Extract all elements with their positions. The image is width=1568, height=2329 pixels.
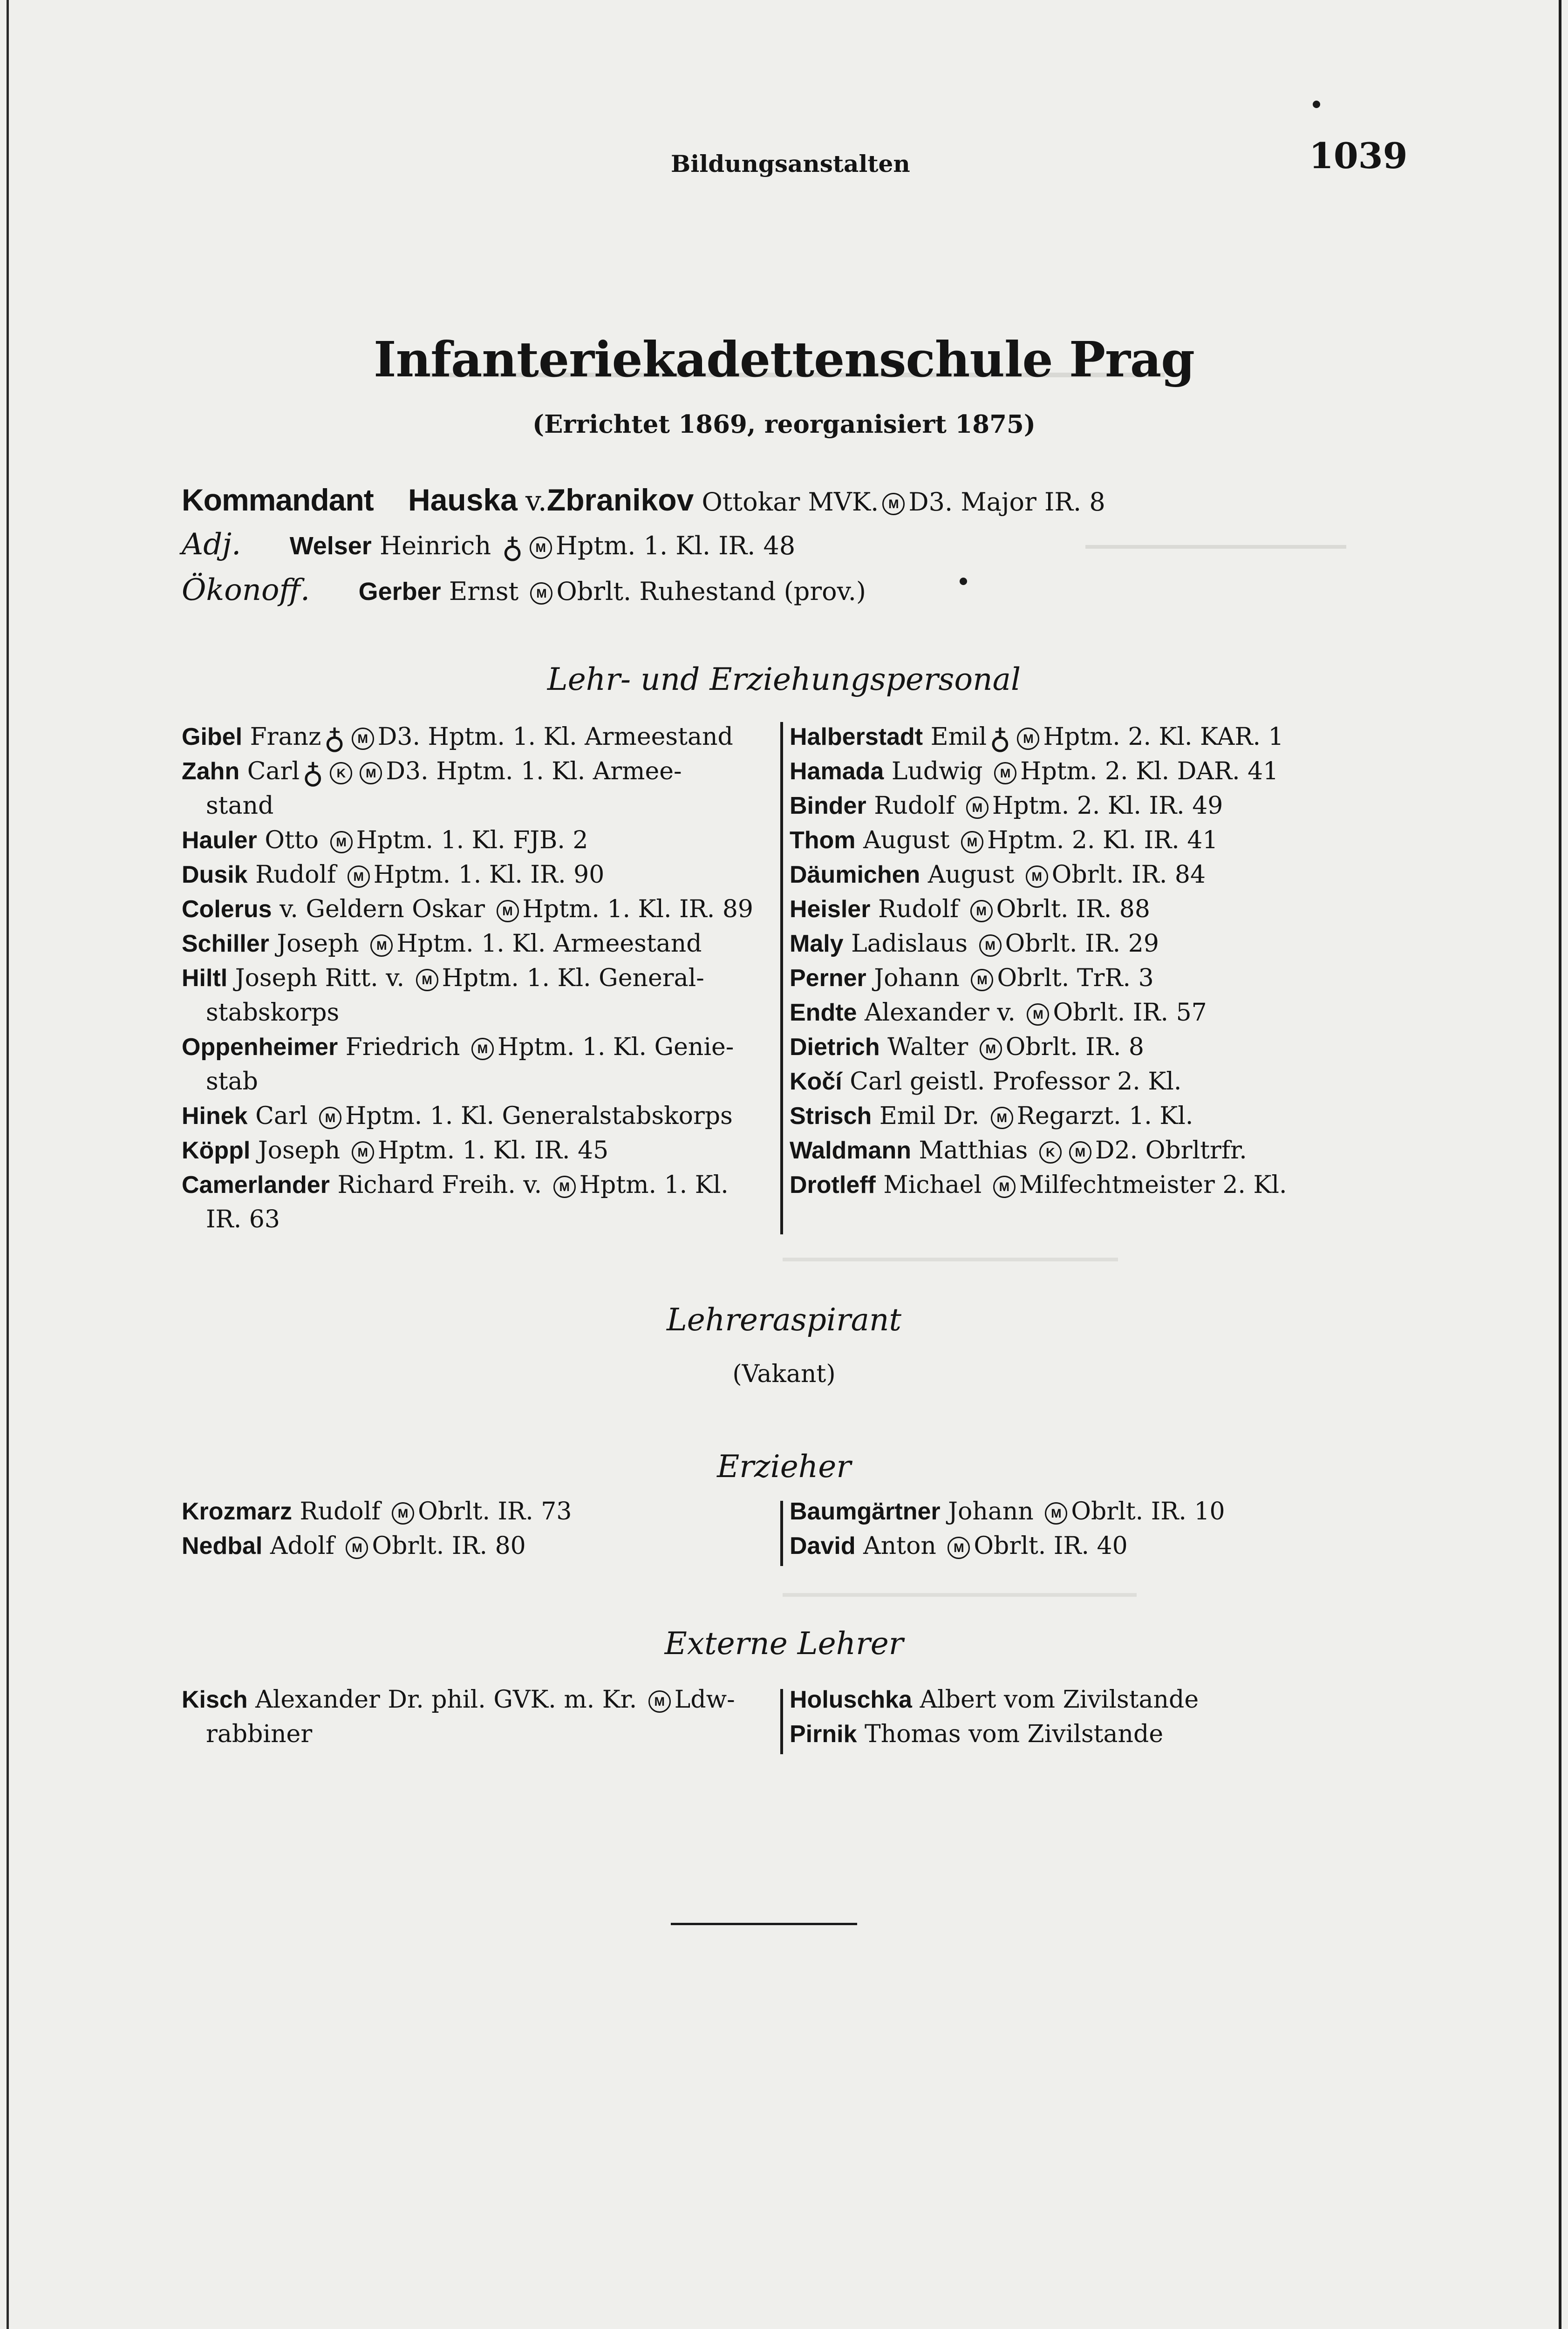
person-rank: Hptm. 1. Kl. IR. 90	[373, 861, 605, 889]
person-surname: Thom	[790, 827, 856, 854]
person-rank: Hptm. 2. Kl. IR. 41	[987, 826, 1218, 854]
bleed-through	[783, 1258, 1118, 1275]
external-right-column	[790, 1682, 1381, 1751]
heading-educators: Erzieher	[717, 1449, 851, 1485]
staff-entry	[790, 1494, 1381, 1529]
person-details: v. Geldern Oskar	[280, 895, 485, 923]
entry-continuation: IR. 63	[206, 1205, 280, 1233]
person-surname: Heisler	[790, 896, 871, 923]
page-number: 1039	[1309, 135, 1408, 177]
external-left-column	[182, 1682, 773, 1751]
staff-entry	[182, 1133, 773, 1168]
person-rank: Hptm. 1. Kl. IR. 45	[377, 1137, 609, 1164]
staff-entry	[182, 1494, 773, 1529]
medal-m-icon: M	[1017, 728, 1039, 750]
staff-left-column	[182, 720, 773, 1237]
adjutant-line	[182, 527, 796, 565]
staff-entry	[182, 1529, 773, 1563]
person-surname: Nedbal	[182, 1532, 263, 1559]
end-rule	[671, 1923, 857, 1925]
person-details: Michael	[883, 1171, 982, 1199]
person-details: Emil Dr.	[879, 1102, 980, 1130]
staff-entry	[790, 823, 1381, 858]
person-details: Johann	[948, 1498, 1034, 1525]
person-details: Alexander v.	[864, 999, 1016, 1027]
person-surname: Binder	[790, 792, 866, 819]
person-details: Ludwig	[891, 757, 983, 785]
person-surname: Camerlander	[182, 1171, 330, 1199]
medal-m-icon: M	[416, 969, 438, 991]
staff-entry	[790, 1099, 1381, 1133]
aspirant-value: (Vakant)	[732, 1360, 836, 1388]
person-surname: Kočí	[790, 1068, 842, 1095]
heading-external: Externe Lehrer	[664, 1626, 904, 1662]
medal-m-icon: M	[1069, 1141, 1091, 1164]
medal-m-icon: M	[980, 1038, 1002, 1060]
staff-entry	[790, 892, 1381, 926]
person-details: Joseph	[258, 1137, 341, 1164]
order-sign-icon: ♁	[989, 721, 1011, 756]
medal-m-icon: M	[330, 831, 353, 853]
person-surname: Holuschka	[790, 1686, 912, 1713]
medal-k-icon: K	[1039, 1141, 1062, 1164]
person-rank: Hptm. 1. Kl. Armeestand	[396, 930, 702, 958]
medal-m-icon: M	[346, 1537, 368, 1559]
person-details: Anton	[863, 1532, 936, 1560]
staff-entry	[182, 823, 773, 858]
oekonom-name: Gerber	[358, 578, 441, 606]
person-details: Alexander Dr. phil. GVK. m. Kr.	[255, 1686, 637, 1714]
person-surname: Maly	[790, 930, 844, 957]
person-surname: Pirnik	[790, 1721, 857, 1748]
person-surname: Endte	[790, 999, 857, 1026]
column-divider	[780, 1689, 783, 1754]
staff-entry	[182, 1099, 773, 1133]
person-details: Rudolf	[874, 792, 955, 820]
person-surname: David	[790, 1532, 856, 1559]
kommandant-first: Ottokar	[702, 487, 800, 517]
person-surname: Krozmarz	[182, 1498, 292, 1525]
medal-k-icon: K	[330, 762, 352, 784]
person-surname: Hiltl	[182, 965, 228, 992]
medal-m-icon: M	[1045, 1502, 1067, 1525]
person-surname: Perner	[790, 965, 866, 992]
person-rank: Hptm. 2. Kl. KAR. 1	[1043, 723, 1284, 751]
staff-entry	[790, 926, 1381, 961]
person-surname: Halberstadt	[790, 723, 923, 750]
person-surname: Hauler	[182, 827, 257, 854]
heading-aspirant: Lehreraspirant	[666, 1302, 902, 1338]
kommandant-pre: MVK.	[808, 487, 879, 517]
person-details: August	[863, 826, 950, 854]
person-rank: Obrlt. IR. 8	[1005, 1033, 1144, 1061]
medal-m-icon: M	[530, 537, 552, 559]
staff-entry	[790, 1682, 1381, 1717]
kommandant-post: D3. Major IR. 8	[908, 487, 1105, 517]
page-title: Infanteriekadettenschule Prag	[374, 331, 1194, 388]
adjutant-name: Welser	[289, 532, 372, 560]
person-details: Johann	[874, 964, 960, 992]
person-details: Franz	[250, 723, 321, 751]
person-rank: Hptm. 2. Kl. DAR. 41	[1020, 757, 1279, 785]
person-rank: Ldw-	[674, 1686, 735, 1714]
medal-m-icon: M	[497, 900, 519, 922]
medal-m-icon: M	[352, 728, 374, 750]
educators-right-column	[790, 1494, 1381, 1563]
order-sign-icon: ♁	[324, 721, 345, 756]
person-rank: Obrlt. IR. 40	[974, 1532, 1128, 1560]
page-subtitle: (Errichtet 1869, reorganisiert 1875)	[532, 410, 1036, 439]
speck	[1313, 101, 1320, 108]
person-rank: Obrlt. IR. 10	[1071, 1498, 1225, 1525]
column-divider	[780, 1501, 783, 1566]
person-details: Albert vom Zivilstande	[920, 1686, 1199, 1714]
medal-m-icon: M	[648, 1690, 671, 1713]
oekonom-first: Ernst	[449, 577, 519, 606]
column-divider	[780, 722, 783, 1234]
person-rank: Hptm. 1. Kl. Generalstabskorps	[345, 1102, 733, 1130]
person-details: Joseph Ritt. v.	[235, 964, 405, 992]
person-details: Carl geistl. Professor 2. Kl.	[850, 1068, 1182, 1096]
person-details: Carl	[247, 757, 300, 785]
kommandant-particle: v.	[525, 485, 547, 518]
person-rank: Regarzt. 1. Kl.	[1016, 1102, 1193, 1130]
person-details: Otto	[265, 826, 319, 854]
person-rank: Hptm. 1. Kl. Genie-	[497, 1033, 734, 1061]
bleed-through	[1085, 545, 1346, 563]
staff-entry	[790, 720, 1381, 754]
staff-entry	[182, 892, 773, 926]
bleed-through	[783, 1593, 1137, 1611]
medal-m-icon: M	[348, 865, 370, 888]
person-details: Emil	[930, 723, 987, 751]
medal-m-icon: M	[471, 1038, 494, 1060]
medal-m-icon: M	[319, 1107, 341, 1129]
staff-right-column	[790, 720, 1381, 1202]
person-rank: Obrlt. IR. 57	[1053, 999, 1207, 1027]
staff-entry	[790, 1168, 1381, 1202]
staff-entry	[790, 789, 1381, 823]
kommandant-name: Hauska	[408, 483, 518, 517]
person-details: Thomas vom Zivilstande	[865, 1720, 1164, 1748]
role-kommandant: Kommandant	[182, 483, 374, 517]
medal-m-icon: M	[360, 762, 382, 784]
staff-entry	[790, 995, 1381, 1030]
person-surname: Dietrich	[790, 1034, 880, 1061]
person-details: Joseph	[277, 930, 359, 958]
medal-m-icon: M	[882, 493, 905, 515]
person-surname: Drotleff	[790, 1171, 876, 1199]
person-surname: Strisch	[790, 1103, 872, 1130]
entry-continuation: rabbiner	[206, 1720, 313, 1748]
medal-m-icon: M	[970, 900, 993, 922]
entry-continuation: stand	[206, 792, 274, 820]
staff-entry	[790, 961, 1381, 995]
person-details: Matthias	[919, 1137, 1028, 1164]
staff-entry	[182, 1030, 773, 1064]
person-rank: Obrlt. IR. 80	[372, 1532, 526, 1560]
kommandant-line	[182, 482, 1105, 518]
staff-entry	[182, 754, 773, 789]
medal-m-icon: M	[966, 797, 989, 819]
person-rank: D2. Obrltrfr.	[1095, 1137, 1247, 1164]
staff-entry	[182, 926, 773, 961]
person-details: August	[927, 861, 1015, 889]
person-rank: Obrlt. IR. 84	[1051, 861, 1206, 889]
person-rank: Obrlt. IR. 29	[1005, 930, 1159, 958]
entry-continuation: stab	[206, 1068, 258, 1096]
person-details: Richard Freih. v.	[337, 1171, 542, 1199]
role-adjutant: Adj.	[182, 527, 241, 562]
person-details: Carl	[255, 1102, 308, 1130]
person-rank: D3. Hptm. 1. Kl. Armee-	[386, 757, 682, 785]
heading-staff: Lehr- und Erziehungspersonal	[547, 661, 1021, 697]
person-rank: Milfechtmeister 2. Kl.	[1019, 1171, 1287, 1199]
person-surname: Oppenheimer	[182, 1034, 338, 1061]
staff-entry	[182, 961, 773, 995]
person-surname: Gibel	[182, 723, 243, 750]
person-details: Rudolf	[300, 1498, 381, 1525]
staff-entry	[182, 720, 773, 754]
person-surname: Dusik	[182, 861, 248, 888]
staff-entry	[182, 858, 773, 892]
medal-m-icon: M	[352, 1141, 374, 1164]
staff-entry	[182, 1168, 773, 1202]
person-surname: Zahn	[182, 758, 240, 785]
adjutant-first: Heinrich	[380, 531, 491, 560]
person-details: Rudolf	[878, 895, 959, 923]
oekonom-line	[182, 573, 866, 607]
order-sign-icon: ♁	[302, 756, 324, 790]
person-rank: Hptm. 2. Kl. IR. 49	[992, 792, 1223, 820]
order-sign-icon: ♁	[502, 531, 523, 565]
person-surname: Kisch	[182, 1686, 248, 1713]
person-rank: Obrlt. TrR. 3	[997, 964, 1154, 992]
medal-m-icon: M	[370, 934, 393, 957]
person-details: Adolf	[270, 1532, 334, 1560]
adjutant-post: Hptm. 1. Kl. IR. 48	[555, 531, 796, 560]
educators-left-column	[182, 1494, 773, 1563]
medal-m-icon: M	[553, 1176, 576, 1198]
person-surname: Däumichen	[790, 861, 920, 888]
staff-entry	[790, 754, 1381, 789]
person-rank: Hptm. 1. Kl.	[579, 1171, 729, 1199]
person-surname: Hinek	[182, 1103, 248, 1130]
kommandant-name2: Zbranikov	[546, 483, 694, 517]
staff-entry	[790, 1717, 1381, 1751]
oekonom-post: Obrlt. Ruhestand (prov.)	[556, 577, 866, 606]
medal-m-icon: M	[530, 582, 552, 605]
medal-m-icon: M	[961, 831, 983, 853]
person-surname: Köppl	[182, 1137, 251, 1164]
medal-m-icon: M	[1027, 1003, 1049, 1026]
role-oekonom: Ökonoff.	[182, 573, 310, 607]
medal-m-icon: M	[971, 969, 993, 991]
person-details: Ladislaus	[851, 930, 968, 958]
person-rank: Hptm. 1. Kl. FJB. 2	[356, 826, 588, 854]
medal-m-icon: M	[993, 1176, 1016, 1198]
person-surname: Hamada	[790, 758, 884, 785]
medal-m-icon: M	[991, 1107, 1013, 1129]
staff-entry	[790, 1529, 1381, 1563]
person-details: Walter	[887, 1033, 968, 1061]
person-details: Rudolf	[255, 861, 336, 889]
staff-entry	[790, 1064, 1381, 1099]
person-rank: Hptm. 1. Kl. General-	[442, 964, 704, 992]
person-surname: Schiller	[182, 930, 269, 957]
staff-entry	[790, 1030, 1381, 1064]
running-title: Bildungsanstalten	[671, 150, 910, 177]
medal-m-icon: M	[979, 934, 1002, 957]
person-rank: D3. Hptm. 1. Kl. Armeestand	[377, 723, 733, 751]
medal-m-icon: M	[948, 1537, 970, 1559]
entry-continuation: stabskorps	[206, 999, 340, 1027]
staff-entry	[790, 1133, 1381, 1168]
medal-m-icon: M	[1026, 865, 1048, 888]
person-surname: Waldmann	[790, 1137, 911, 1164]
person-rank: Obrlt. IR. 88	[996, 895, 1150, 923]
person-rank: Obrlt. IR. 73	[418, 1498, 572, 1525]
staff-entry	[182, 1682, 773, 1717]
person-details: Friedrich	[345, 1033, 460, 1061]
medal-m-icon: M	[994, 762, 1016, 784]
person-surname: Colerus	[182, 896, 272, 923]
medal-m-icon: M	[392, 1502, 414, 1525]
speck	[960, 578, 967, 585]
person-rank: Hptm. 1. Kl. IR. 89	[522, 895, 754, 923]
person-surname: Baumgärtner	[790, 1498, 941, 1525]
staff-entry	[790, 858, 1381, 892]
